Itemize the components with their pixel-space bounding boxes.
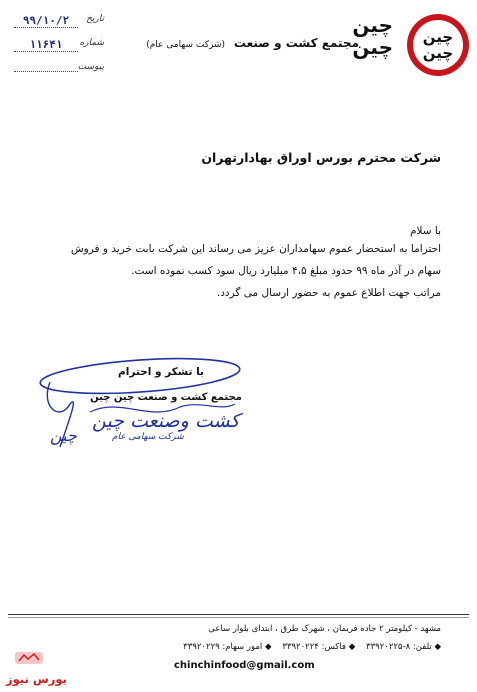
footer-fax: فاکس: ۳۳۹۲۰۲۲۴: [282, 642, 346, 652]
date-label: تاریخ: [86, 14, 104, 24]
attachment-value: [14, 62, 78, 72]
attachment-row: [14, 62, 104, 72]
letter-paragraph-3: مراتب جهت اطلاع عموم به حضور ارسال می گردد.: [216, 287, 441, 299]
number-label: شماره: [79, 38, 104, 48]
letter-recipient: شرکت محترم بورس اوراق بهادارتهران: [201, 150, 441, 165]
footer-contact-row: [183, 642, 441, 652]
attachment-label: پیوست: [77, 62, 104, 72]
date-row: [14, 14, 104, 28]
company-logo: [407, 14, 469, 76]
brand-word-bottom: چین: [352, 35, 393, 59]
stamp-script-line2: چین: [50, 426, 77, 445]
watermark-source: بورس نیوز: [6, 672, 67, 686]
footer-email: chinchinfood@gmail.com: [174, 660, 315, 671]
footer-address: مشهد - کیلومتر ۲ جاده فریمان ، شهرک طرق ، ابتدای بلوار ساعی: [208, 624, 441, 634]
footer-divider-thin: [8, 617, 469, 618]
stamp-script-line3: شرکت سهامی عام: [112, 432, 184, 442]
logo-inner-circle: [413, 20, 463, 70]
company-name: مجتمع کشت و صنعت: [233, 36, 359, 50]
diamond-icon: ◆: [348, 642, 356, 652]
footer-divider: [8, 614, 469, 615]
date-value: ۹۹/۱۰/۲: [14, 14, 78, 28]
letter-greeting: با سلام: [409, 225, 441, 237]
letter-paragraph-2: سهام در آذر ماه ۹۹ حدود مبلغ ۴،۵ میلیارد ریال سود کسب نموده است.: [131, 265, 441, 277]
brand-word-top: چین: [352, 13, 393, 37]
letter-paragraph-1: احتراما به استحضار عموم سهامداران عزیز می رساند این شرکت بابت خرید و فروش: [70, 243, 441, 255]
logo-text-bottom: چین: [422, 44, 454, 62]
company-type: (شرکت سهامی عام): [146, 40, 225, 50]
number-row: [14, 38, 104, 52]
stamp-script-line1: کشت وصنعت چین: [92, 410, 240, 432]
news-logo-icon: [14, 650, 44, 666]
footer-phone: تلفن: ۸-۳۳۹۲۰۲۲۵: [366, 642, 432, 652]
signer-name: مجتمع کشت و صنعت چین چین: [90, 392, 242, 403]
closing-phrase: با تشکر و احترام: [118, 366, 204, 378]
diamond-icon: ◆: [264, 642, 272, 652]
logo-text-top: چین: [422, 28, 454, 46]
number-value: ۱۱۶۴۱: [14, 38, 78, 52]
diamond-icon: ◆: [434, 642, 441, 652]
footer-shareholders: امور سهام: ۳۳۹۲۰۲۲۹: [183, 642, 263, 652]
